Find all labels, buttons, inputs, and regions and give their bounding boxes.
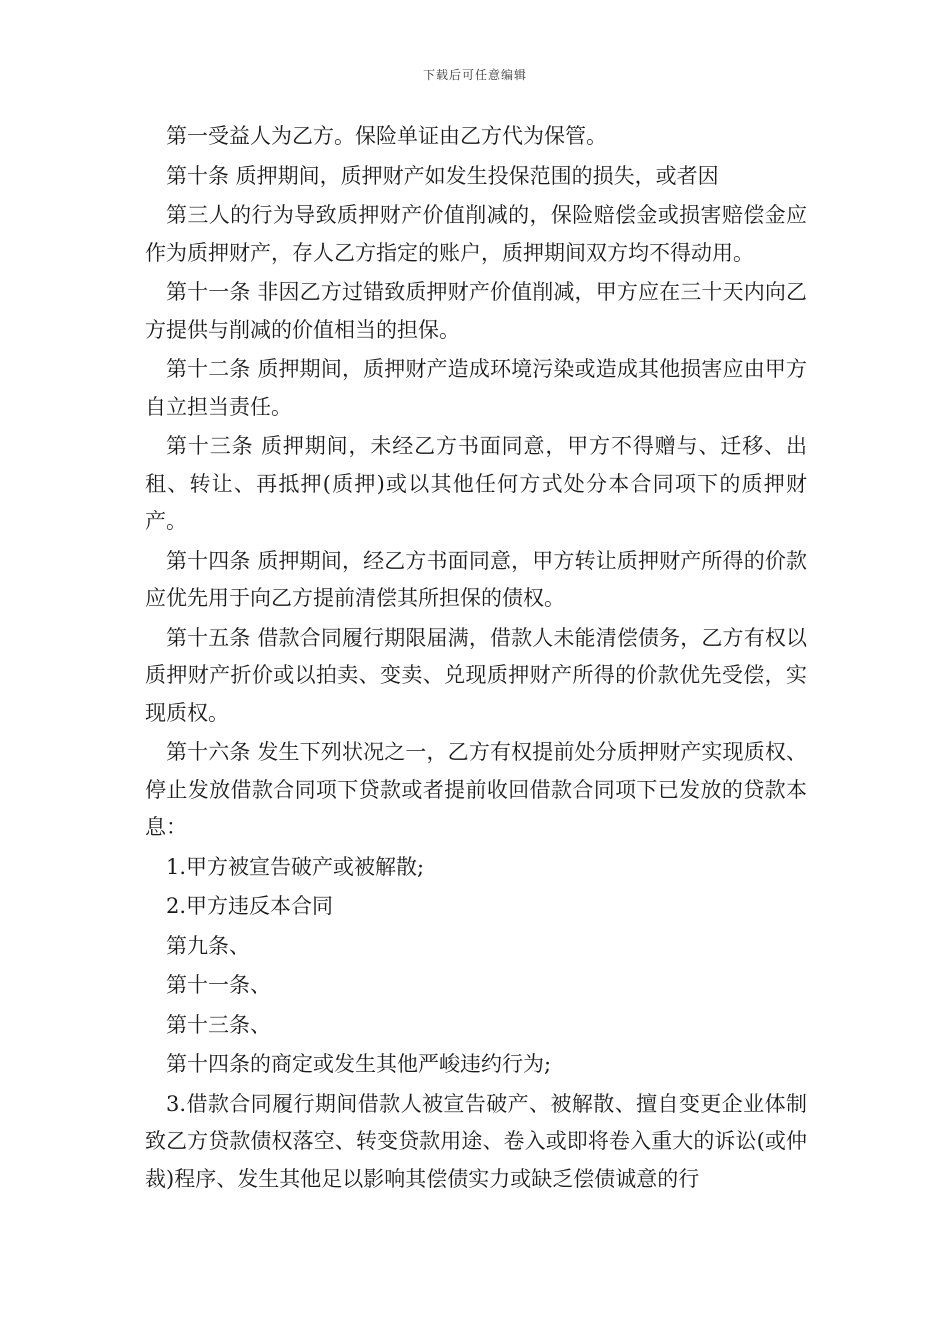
document-body: [145, 118, 807, 1200]
list-item: 2.甲方违反本合同: [166, 894, 334, 918]
paragraph: 第十二条 质押期间，质押财产造成环境污染或造成其他损害应由甲方自立担当责任。: [145, 357, 807, 419]
paragraph: 第十一条、: [166, 973, 271, 997]
paragraph: 第三人的行为导致质押财产价值削减的，保险赔偿金或损害赔偿金应作为质押财产，存人乙方指定的账户，质押期间双方均不得动用。: [145, 203, 807, 265]
paragraph: 第一受益人为乙方。保险单证由乙方代为保管。: [166, 124, 607, 148]
paragraph: 第九条、: [166, 933, 250, 958]
paragraph: 第十一条 非因乙方过错致质押财产价值削减，甲方应在三十天内向乙方提供与削减的价值相当的担保。: [145, 280, 807, 342]
paragraph: 第十四条的商定或发生其他严峻违约行为;: [166, 1052, 552, 1076]
paragraph: 第十条 质押期间，质押财产如发生投保范围的损失，或者因: [166, 163, 719, 188]
page-header: 下载后可任意编辑: [422, 68, 527, 82]
paragraph: 第十三条、: [166, 1012, 271, 1037]
paragraph: 第十四条 质押期间，经乙方书面同意，甲方转让质押财产所得的价款应优先用于向乙方提前清偿其所担保的债权。: [145, 548, 807, 610]
list-item: 1.甲方被宣告破产或被解散;: [166, 854, 425, 879]
paragraph: 第十三条 质押期间，未经乙方书面同意，甲方不得赠与、迁移、出租、转让、再抵押(质押)或以其他任何方式处分本合同项下的质押财产。: [145, 434, 807, 533]
paragraph: 第十五条 借款合同履行期限届满，借款人未能清偿债务，乙方有权以质押财产折价或以拍卖、变卖、兑现质押财产所得的价款优先受偿，实现质权。: [145, 625, 807, 725]
paragraph: 第十六条 发生下列状况之一，乙方有权提前处分质押财产实现质权、停止发放借款合同项下贷款或者提前收回借款合同项下已发放的贷款本息：: [145, 740, 807, 839]
list-item: 3.借款合同履行期间借款人被宣告破产、被解散、擅自变更企业体制致乙方贷款债权落空、转变贷款用途、卷入或即将卷入重大的诉讼(或仲裁)程序、发生其他足以影响其偿债实力或缺乏偿债诚意的行: [145, 1091, 807, 1191]
